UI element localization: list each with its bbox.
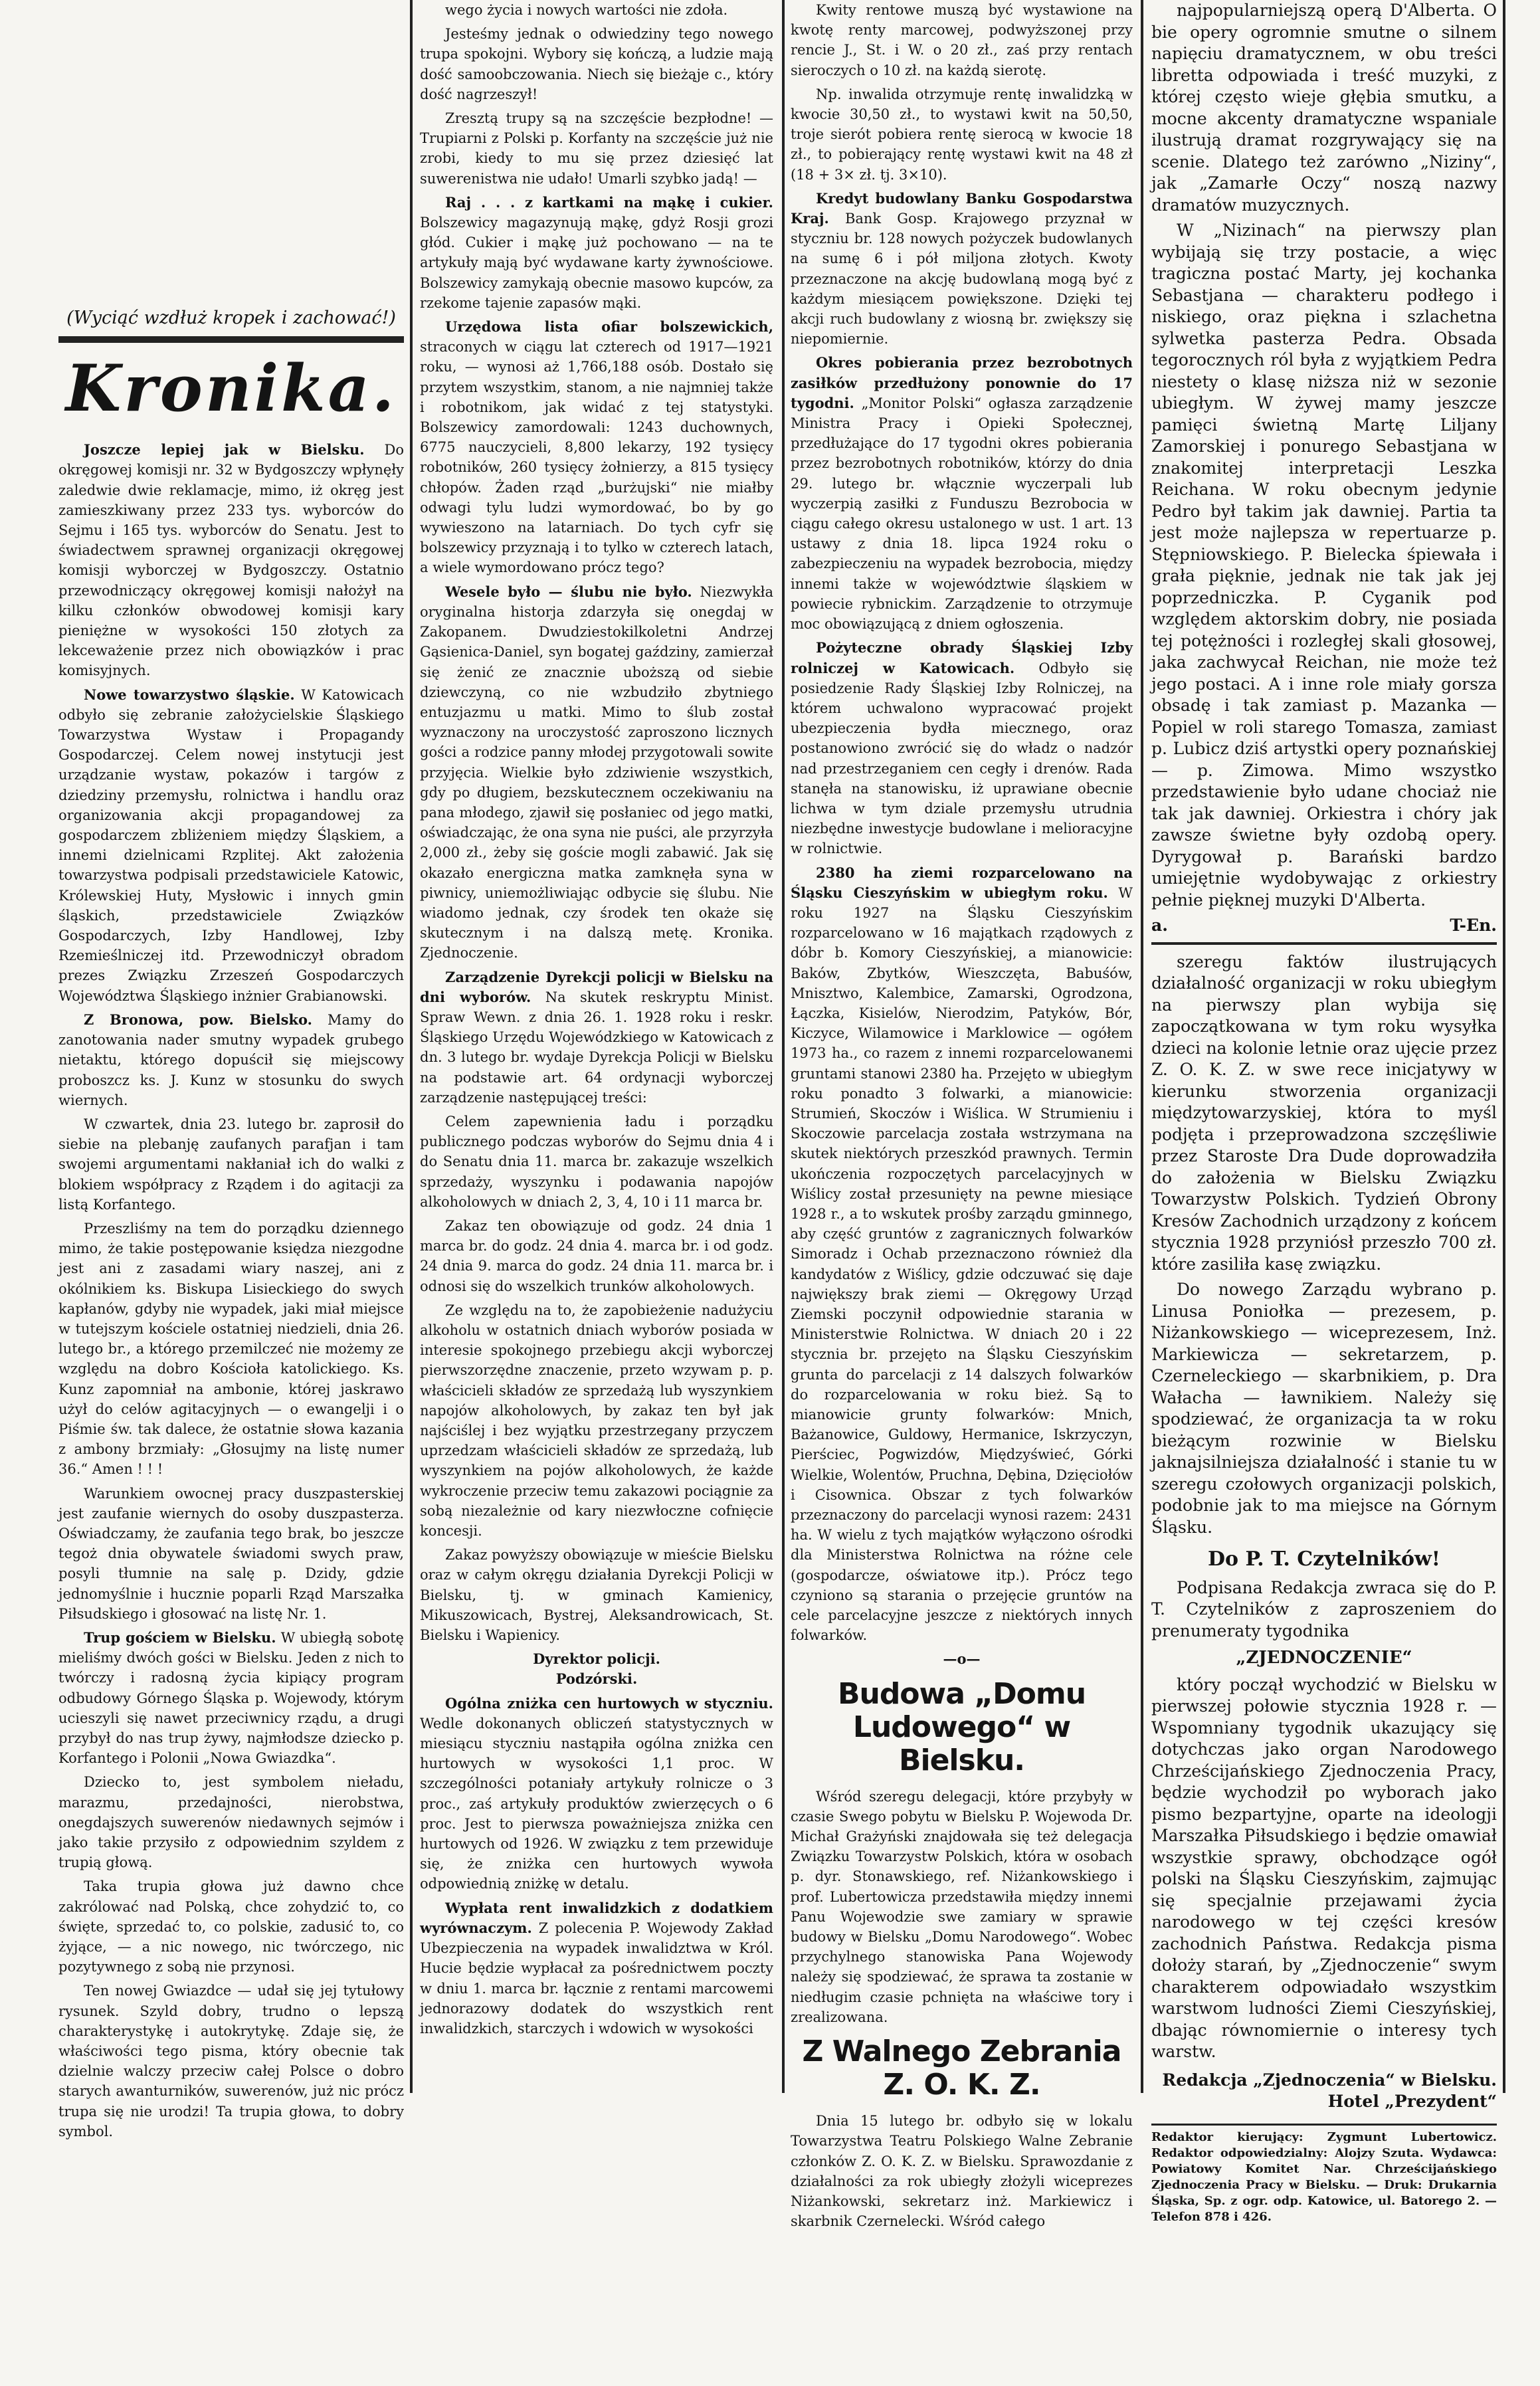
- article-text: W „Nizinach“ na pierwszy plan wybijają się trzy postacie, a więc tragiczna postać Marty, jej kochanka Sebastjana — charakteru podłego i niskiego, oraz piękna i szlachetna sylwetka pasterza Pedra. Obsada tegorocznych ról była z wyjątkiem Pedra niestety o klasę niższa niż w sezonie ubiegłym. W żywej mamy jeszcze pamięci świetną Martę Liljany Zamorskiej i ponurego Sebastjana w znakomitej interpretacji Leszka Reichana. W roku obecnym jedynie Pedro był takim jak dawniej. Partia ta jest może najlepsza w repertuarze p. Stępniowskiego. P. Bielecka śpiewała i grała pięknie, jednak nie tak jak jej poprzedniczka. P. Cyganik pod względem aktorskim dobry, nie posiada tej potężności i rozległej skali głosowej, jaka zachwycał Reichan, nie może też jego postaci. A i inne role miały gorsza obsadę i tak zamiast p. Mazanka — Popiel w roli starego Tomasza, zamiast p. Lubicz dziś artystki opery poznańskiej — p. Zimowa. Mimo wszystko przedstawienie było udane chociaż nie tak jak dawniej. Orkiestra i chóry jak zawsze świetne były ozdobą opery. Dyrygował p. Barański bardzo umiejętnie wydobywając z orkiestry pełnie pięknej muzyki D'Alberta.: [1151, 221, 1497, 910]
- column-rule: [1141, 0, 1143, 2093]
- article-paragraph: [58, 1219, 404, 1480]
- signature-text: T-En.: [1450, 916, 1497, 935]
- article-paragraph: [1151, 220, 1497, 911]
- article-paragraph: [791, 0, 1133, 80]
- article-text: Do okręgowej komisji nr. 32 w Bydgoszczy wpłynęły zaledwie dwie reklamacje, mimo, iż okręg jest zamieszkiwany przez 233 tys. wyborców do Sejmu i 165 tys. wyborców do Senatu. Jest to świadectwem sprawnej organizacji okręgowej komisji wyborczej w Bydgoszczy. Ostatnio przewodniczący okręgowej komisji nałożył na kilku członków obwodowej komisji kary pieniężne w wysokości 150 złotych za lekceważenie przez nich obowiązków i prac komisyjnych.: [58, 442, 404, 679]
- article-text: Odbyło się posiedzenie Rady Śląskiej Izby Rolniczej, na którem uchwalono wypracować projekt ubezpieczenia bydła miecznego, oraz postanowiono zwrócić się do władz o nadzór nad przestrzeganiem cen cegły i drenów. Rada stanęła na stanowisku, iż uprawiane obecnie lichwa w tym dziale przemysłu utrudnia niezbędne inwestycje budowlane i melioracyjne w rolnictwie.: [791, 660, 1133, 857]
- cut-instruction: (Wyciąć wzdłuż kropek i zachować!): [66, 308, 396, 328]
- newspaper-name: „ZJEDNOCZENIE“: [1236, 1648, 1412, 1668]
- article-signature: [1151, 915, 1497, 937]
- article-text: Mamy do zanotowania nader smutny wypadek grubego nietaktu, którego dopuścił się miejscowy proboszcz ks. J. Kunz w stosunku do swych wiernych.: [58, 1011, 404, 1108]
- article-lead: Zarządzenie Dyrekcji policji w Bielsku na dni wyborów.: [420, 968, 773, 1005]
- masthead-rule: [58, 336, 404, 343]
- article-text: W Katowicach odbyło się zebranie założycielskie Śląskiego Towarzystwa Wystaw i Propagandy Gospodarczej. Celem nowej instytucji jest urządzanie wystaw, pokazów i targów z dziedziny przemysłu, rolnictwa i handlu oraz organizowania akcji propagandowej za gospodarczem zbliżeniem między Śląskiem, a innemi dzielnicami Rzplitej. Akt założenia towarzystwa podpisali przedstawiciele Katowic, Królewskiej Huty, Mysłowic i innych gmin śląskich, przedstawiciele Związków Gospodarczych, Izby Handlowej, Izby Rzemieślniczej itd. Przewodniczył obradom prezes Związku Zrzeszeń Gospodarczych Województwa Śląskiego inżnier Grabianowski.: [58, 686, 404, 1004]
- article-text: W roku 1927 na Śląsku Cieszyńskim rozparcelowano w 16 majątkach rządowych z dóbr b. Komory Cieszyńskiej, a mianowicie: Baków, Zbytków, Wieszczęta, Babuśów, Mnisztwo, Kalembice, Zamarski, Ogrodzona, Łączka, Kisielów, Nierodzim, Patyków, Bór, Kiczyce, Wilamowice i Marklowice — ogółem 1973 ha., co razem z innemi rozparcelowanemi gruntami stanowi 2380 ha. Przejęto w ubiegłym roku ponadto 3 folwarki, a mianowicie: Strumień, Skoczów i Wiślica. W Strumieniu i Skoczowie parcelacja została wstrzymana na skutek niektórych przeszkód prawnych. Termin ukończenia rozpoczętych parcelacyjnych w Wiślicy został przesunięty na pewne miesiące 1928 r., a to wskutek prośby zarządu gminnego, aby część gruntów z zagranicznych folwarków Simoradz i Ochab przeznaczono również dla kandydatów z Wiślicy, gdzie odczuwać się daje największy brak ziemi — Okręgowy Urząd Ziemski poczynił odpowiednie starania w Ministerstwie Rolnictwa. W dniach 20 i 22 stycznia br. przejęto na Śląsku Cieszyńskim grunta do parcelacji z 14 dalszych folwarków do rozparcelowania w roku bież. Są to mianowicie grunty folwarków: Mnich, Bażanowice, Guldowy, Hermanice, Iskrzyczyn, Pierściec, Pogwizdów, Międzyświeć, Górki Wielkie, Wolentów, Pruchna, Dębina, Dzięciołów i Cisownica. Obszar z tych folwarków przeznaczony do parcelacji wynosi razem: 2431 ha. W wielu z tych majątków wyłączono ośrodki dla Ministerstwa Rolnictwa na różne cele (gospodarcze, oświatowe itp.). Prócz tego czyniono są starania o przejęcie gruntów na cele parcelacyjne jeszcze z niektórych innych folwarków.: [791, 884, 1133, 1644]
- article-paragraph: [1151, 0, 1497, 216]
- article-text: Zakaz ten obowiązuje od godz. 24 dnia 1 marca br. do godz. 24 dnia 4. marca br. i od godz. 24 dnia 9. marca do godz. 24 dnia 11. marca br. i odnosi się do wszelkich trunków alkoholowych.: [420, 1217, 773, 1294]
- section-title: Kronika.: [65, 351, 397, 427]
- article-paragraph: [420, 0, 773, 20]
- notice-heading: Do P. T. Czytelników!: [1208, 1547, 1440, 1571]
- column-body: [791, 0, 1133, 2231]
- imprint-footer: Redaktor kierujący: Zygmunt Lubertowicz. Redaktor odpowiedzialny: Alojzy Szuta. Wydawca: Powiatowy Komitet Nar. Chrześcijańskiego Zjednoczenia Pracy w Bielsku. — Druk: Drukarnia Śląska, Sp. z ogr. odp. Katowice, ul. Batorego 2. — Telefon 878 i 426.: [1151, 2124, 1497, 2225]
- article-paragraph: [420, 1216, 773, 1296]
- column-2: [420, 0, 773, 2083]
- article-text: Warunkiem owocnej pracy duszpasterskiej jest zaufanie wiernych do osoby duszpasterza. Oświadczamy, że zaufania tego brak, bo jeszcze tegoż dnia obywatele świadomi swych praw, posyli tłumnie na salę p. Dzidy, gdzie jednomyślnie i hucznie poparli Rząd Marszałka Piłsudskiego i głosować na listę Nr. 1.: [58, 1485, 404, 1622]
- article-paragraph: [420, 1545, 773, 1645]
- article-text: Wśród szeregu delegacji, które przybyły w czasie Swego pobytu w Bielsku P. Wojewoda Dr. Michał Grażyński znajdowała się też delegacja Związku Towarzystw Polskich, która w osobach p. dyr. Stonawskiego, ref. Niżankowskiego i prof. Lubertowicza przedstawiła między innemi Panu Wojewodzie swe zamiary w sprawie budowy w Bielsku „Domu Narodowego“. Wobec przychylnego stanowiska Pana Wojewody należy się spodziewać, że sprawa ta zostanie w niedługim czasie pchnięta na właściwe tory i zrealizowana.: [791, 1788, 1133, 2025]
- article-paragraph: [791, 84, 1133, 185]
- article-text: „Monitor Polski“ ogłasza zarządzenie Ministra Pracy i Opieki Społecznej, przedłużające do 17 tygodni okres pobierania przez bezrobotnych robotników, którzy do dnia 29. lutego br. włącznie wyczerpali lub wyczerpią zasiłki z Funduszu Bezrobocia w ciągu całego okresu ustalonego w ust. 1 art. 13 ustawy z dnia 18. lipca 1924 roku o zabezpieczeniu na wypadek bezrobocia, między innemi także w województwie śląskiem w powiecie rybnickim. Zarządzenie to otrzymuje moc obowiązującą z dniem ogłoszenia.: [791, 395, 1133, 633]
- article-lead: Trup gościem w Bielsku.: [84, 1629, 276, 1646]
- article-text: Do nowego Zarządu wybrano p. Linusa Poniołka — prezesem, p. Niżankowskiego — wiceprezesem, Inż. Markiewicza — sekretarzem, p. Czerneleckiego — skarbnikiem, p. Dra Wałacha — ławnikiem. Należy się spodziewać, że organizacja ta w roku bieżącym rozwinie w Bielsku jaknajsilniejsza działalność i stanie tu w szeregu czołowych organizacji polskich, podobnie jak to ma miejsce na Górnym Śląsku.: [1151, 1280, 1497, 1537]
- article-lead: Kredyt budowlany Banku Gospodarstwa Kraj.: [791, 189, 1133, 227]
- article-heading: Budowa „Domu Ludowego“ w Bielsku.: [837, 1676, 1086, 1777]
- official-signature: Dyrektor policji. Podzórski.: [533, 1650, 660, 1688]
- article-lead: Wesele było — ślubu nie było.: [445, 583, 692, 600]
- article-text: najpopularniejszą operą D'Alberta. O bie opery ogromnie smutne o silnem napięciu dramatycznem, w obu treści libretta odpowiada i treść muzyki, z której często wieje głębia smutku, a mocne akcenty dramatyczne wspaniale ilustrują dramat rozgrywający się na scenie. Dlatego też zarówno „Niziny“, jak „Zamarłe Oczy“ noszą nazwy dramatów muzycznych.: [1151, 1, 1497, 215]
- article-heading: Z Walnego Zebrania Z. O. K. Z.: [802, 2035, 1121, 2102]
- column-1: [58, 0, 404, 2386]
- column-body: [58, 440, 404, 2141]
- article-paragraph: [420, 967, 773, 1108]
- article-paragraph: [58, 1772, 404, 1872]
- article-paragraph: [58, 1484, 404, 1624]
- article-text: Jesteśmy jednak o odwiedziny tego nowego trupa spokojni. Wybory się kończą, a ludzie mają dość samoobczowania. Niech się bieżąje c., który dość nagrzeszył!: [420, 26, 773, 102]
- article-text: szeregu faktów ilustrujących działalność organizacji w roku ubiegłym na pierwszy plan wybija się zapoczątkowana w tym roku wysyłka dzieci na kolonie letnie oraz ujęcie przez Z. O. K. Z. w swe rece inicjatywy w kierunku stworzenia organizacji międzytowarzyskiej, która to myśl podjęta i przeprowadzona szczęśliwie przez Staroste Dra Dude doprowadziła do założenia w Bielsku Związku Towarzystw Polskich. Tydzień Obrony Kresów Zachodnich urządzony z końcem stycznia 1928 przyniósł przeszło 700 zł. które zasiliła kasę związku.: [1151, 951, 1497, 1274]
- article-text: Celem zapewnienia ładu i porządku publicznego podczas wyborów do Sejmu dnia 4 i do Senatu dnia 11. marca br. zakazuje wszelkich sprzedaży, wyszynku i podawania napojów alkoholowych w dniach 2, 3, 4, 10 i 11 marca br.: [420, 1113, 773, 1210]
- column-rule: [782, 0, 785, 2093]
- article-paragraph: [420, 1694, 773, 1894]
- subscription-notice: [1151, 1549, 1497, 2113]
- signature-text: a.: [1151, 916, 1168, 935]
- article-text: Ze względu na to, że zapobieżenie nadużyciu alkoholu w ostatnich dniach wyborów posiada w interesie spokojnego przebiegu akcji wyborczej pierwszorzędne znaczenie, przeto wzywam p. p. właścicieli składów ze sprzedażą lub wyszynkiem napojów alkoholowych, by zakaz ten był jak najściślej i bez wyjątku przestrzegany przyczem uprzedzam właścicieli składów ze sprzedażą, lub wyszynkiem na pojów alkoholowych, że każde wykroczenie przeciw temu zakazowi pociągnie za sobą niezależnie od kary niezwłoczne cofnięcie koncesji.: [420, 1302, 773, 1540]
- article-text: Np. inwalida otrzymuje rentę inwalidzką w kwocie 30,50 zł., to wystawi kwit na 50,50, troje sierót pobiera rentę sierocą w kwocie 18 zł., to pobierający rentę wystawi kwit na 48 zł (18 + 3× zł. tj. 3×10).: [791, 86, 1133, 183]
- article-paragraph: [58, 1628, 404, 1768]
- article-text: Na skutek reskryptu Minist. Spraw Wewn. z dnia 26. 1. 1928 roku i reskr. Śląskiego Urzędu Wojewódzkiego w Katowicach z dn. 3 lutego br. wydaje Dyrekcja Policji w Bielsku na podstawie art. 64 ordynacji wyborczej zarządzenie następującej treści:: [420, 989, 774, 1106]
- article-text: W czwartek, dnia 23. lutego br. zaprosił do siebie na plebanję zaufanych parafjan i tam swojemi argumentami nakłaniał ich do walki z blokiem współpracy z Rządem i do agitacji za listą Korfantego.: [58, 1116, 404, 1213]
- article-paragraph: [791, 863, 1133, 1646]
- article-text: straconych w ciągu lat czterech od 1917—1921 roku, — wynosi aż 1,766,188 osób. Dostało się przytem wszystkim, stanom, a nie najmniej także i robotnikom, jak widać z tej statystyki. Bolszewicy zamordowali: 1243 duchownych, 6775 nauczycieli, 8,800 lekarzy, 192 tysięcy robotników, 260 tysięcy żołnierzy, a 815 tysięcy chłopów. Żaden rząd „burżujski“ nie miałby odwagi tylu ludzi wymordować, bo by go wywieszono na latarniach. Do tych cyfr się bolszewicy przyznają i to tylko w czterech latach, a wiele wymordowano prócz tego?: [420, 339, 773, 576]
- article-paragraph: [791, 353, 1133, 634]
- article-paragraph: [58, 440, 404, 680]
- article-text: Taka trupia głowa już dawno chce zakrólować nad Polską, chce zohydzić to, co święte, sprzedać to, co polskie, zadusić to, co żyjące, — a nic nowego, nic twórczego, nic pozytywnego z sobą nie przynosi.: [58, 1878, 404, 1975]
- article-paragraph: [58, 1981, 404, 2141]
- article-lead: Z Bronowa, pow. Bielsko.: [84, 1011, 312, 1028]
- article-paragraph: [58, 1114, 404, 1215]
- article-paragraph: [420, 1300, 773, 1541]
- article-text: Bank Gosp. Krajowego przyznał w styczniu br. 128 nowych pożyczek budowlanych na sumę 6 i pół miljona złotych. Kwoty przeznaczone na akcję budowlaną mogą być z każdym miesiącem powiększone. Dzięki tej akcji ruch budowlany z wiosną br. zwiększy się niepomiernie.: [791, 211, 1133, 348]
- article-paragraph: [791, 2111, 1133, 2231]
- article-lead: Joszcze lepiej jak w Bielsku.: [84, 441, 365, 458]
- article-rule: [1151, 942, 1497, 945]
- article-text: Zresztą trupy są na szczęście bezpłodne! — Trupiarni z Polski p. Korfanty na szczęście już nie zrobi, kiedy to mu się przez dziesięć lat suwerenistwa nie udało! Umarli szybko jadą! —: [420, 110, 773, 187]
- column-body: [420, 0, 773, 2038]
- notice-text: który począł wychodzić w Bielsku w pierwszej połowie stycznia 1928 r. — Wspomniany tygodnik ukazujący się dotychczas jako organ Narodowego Chrześcijańskiego Zjednoczenia Pracy, będzie wychodził po wyborach jako pismo bezpartyjne, oparte na ideologji Marszałka Piłsudskiego i będzie omawiał wszystkie sprawy, obchodzące ogół polski na Śląsku Cieszyńskim, zajmując się specjalnie przejawami życia narodowego w tej części kresów zachodnich Państwa. Redakcja pisma dołoży starań, by „Zjednoczenie“ swym charakterem odpowiadało wszystkim warstwom ludności Ziemi Cieszyńskiej, dbając równomiernie o interesy tych warstw.: [1151, 1674, 1497, 2061]
- article-paragraph: [1151, 1279, 1497, 1538]
- article-lead: Urzędowa lista ofiar bolszewickich,: [445, 318, 773, 336]
- article-paragraph: [420, 1898, 773, 2038]
- article-paragraph: [420, 317, 773, 578]
- article-text: W ubiegłą sobotę mieliśmy dwóch gości w Bielsku. Jeden z nich to twórczy i radosną życia kipiący program odbudowy Górnego Śląska p. Wojewody, którym ucieszyli się nawet przeciwnicy rządu, a drugi przybył do nas trup żywy, najmłodsze dziecko p. Korfantego i Polonii „Nowa Gwiazdka“.: [58, 1629, 404, 1767]
- article-text: Dziecko to, jest symbolem nieładu, marazmu, przedajności, nierobstwa, onegdajszych suwerenów niedawnych sejmów i jako takie przysiło z odpowiednim szyldem z trupią głową.: [58, 1774, 404, 1871]
- article-text: Przeszliśmy na tem do porządku dziennego mimo, że takie postępowanie księdza niezgodne jest ani z zasadami wiary naszej, ani z okólnikiem ks. Biskupa Lisieckiego do swych kapłanów, gdyby nie wypadek, jaki miał miejsce w tutejszym kościele ostatniej niedzieli, dnia 26. lutego br., a którego przemilczeć nie możemy ze względu na dobro Kościoła katolickiego. Ks. Kunz zapomniał na ambonie, której jaskrawo użył do celów agitacyjnych — o ewangelji i o Piśmie św. tak dalece, że ostatnie słowa kazania z ambony brzmiały: „Głosujmy na listę numer 36.“ Amen ! ! !: [58, 1220, 404, 1478]
- article-paragraph: [420, 24, 773, 104]
- article-lead: Ogólna zniżka cen hurtowych w styczniu.: [445, 1694, 773, 1712]
- column-rule: [410, 0, 413, 2093]
- article-lead: Nowe towarzystwo śląskie.: [84, 686, 295, 703]
- article-paragraph: [58, 1010, 404, 1110]
- article-paragraph: [791, 189, 1133, 349]
- article-lead: Wypłata rent inwalidzkich z dodatkiem wyrównaczym.: [420, 1899, 773, 1936]
- article-text: Zakaz powyższy obowiązuje w mieście Bielsku oraz w całym okręgu działania Dyrekcji Policji w Bielsku, tj. w gminach Kamienicy, Mikuszowicach, Bystrej, Aleksandrowicach, St. Bielsku i Wapienicy.: [420, 1547, 773, 1644]
- article-paragraph: [420, 582, 773, 963]
- article-text: Dnia 15 lutego br. odbyło się w lokalu Towarzystwa Teatru Polskiego Walne Zebranie członków Z. O. K. Z. w Bielsku. Sprawozdanie z działalności za rok ubiegły złożyli wiceprezes Niżankowski, sekretarz inż. Markiewicz i skarbnik Czernelecki. Wśród całego: [791, 2113, 1133, 2230]
- article-lead: Pożyteczne obrady Śląskiej Izby rolniczej w Katowicach.: [791, 639, 1133, 676]
- notice-text: Podpisana Redakcja zwraca się do P. T. Czytelników z zaproszeniem do prenumeraty tygodnika: [1151, 1577, 1497, 1640]
- article-paragraph: [791, 638, 1133, 858]
- article-paragraph: [420, 1112, 773, 1212]
- article-text: Wedle dokonanych obliczeń statystycznych w miesiącu styczniu nastąpiła ogólna zniżka cen hurtowych w wysokości 1,1 proc. W szczególności potaniały artykuły rolnicze o 3 proc., zaś artykuły produktów zwierzęcych o 6 proc. Jest to pierwsza poważniejsza zniżka cen hurtowych od 1926. W związku z tem przewiduje się, że zniżka cen hurtowych wywoła odpowiednią zniżkę w detalu.: [420, 1715, 773, 1892]
- article-paragraph: [58, 1876, 404, 1977]
- article-text: Z polecenia P. Wojewody Zakład Ubezpieczenia na wypadek inwalidztwa w Król. Hucie będzie wypłacał za pośrednictwem poczty w dniu 1. marca br. łącznie z rentami marcowemi jednorazowy dodatek do wszystkich rent inwalidzkich, starczych i wdowich w wysokości: [420, 1920, 773, 2037]
- article-text: Bolszewicy magazynują mąkę, gdyż Rosji grozi głód. Cukier i mąkę już pochowano — na te artykuły mają być wydawane karty żywnościowe. Bolszewicy zamykają obecnie masowo kupców, za rzekome tajenie zapasów mąki.: [420, 215, 773, 311]
- article-text: Kwity rentowe muszą być wystawione na kwotę renty marcowej, podwyższonej przy rencie J., St. i W. o 20 zł., zaś przy rentach sieroczych o 10 zł. na każdą sierotę.: [791, 2, 1133, 78]
- notice-signature: Redakcja „Zjednoczenia“ w Bielsku. Hotel „Prezydent“: [1162, 2070, 1497, 2111]
- column-4: [1151, 0, 1497, 2224]
- article-text: Ten nowej Gwiazdce — udał się jej tytułowy rysunek. Szyld dobry, trudno o lepszą charakterystykę i autokrytykę. Zdaje się, że właściwości tego pisma, który obecnie tak dzielnie walczy przeciw całej Polsce o dobro starych awanturników, suwerenów, już nic prócz trupa się nie urodzi! Ta trupia głowa, to dobry symbol.: [58, 1983, 404, 2139]
- column-body: [1151, 0, 1497, 1538]
- article-paragraph: [791, 1787, 1133, 2027]
- article-text: wego życia i nowych wartości nie zdoła.: [445, 2, 728, 18]
- column-rule: [1503, 0, 1505, 2093]
- article-paragraph: [1151, 951, 1497, 1276]
- article-paragraph: [58, 685, 404, 1006]
- article-lead: Raj . . . z kartkami na mąkę i cukier.: [445, 193, 773, 211]
- article-paragraph: [420, 108, 773, 189]
- article-paragraph: [420, 193, 773, 313]
- article-lead: 2380 ha ziemi rozparcelowano na Śląsku Cieszyńskim w ubiegłym roku.: [791, 864, 1133, 901]
- column-3: [791, 0, 1133, 2230]
- article-text: Niezwykła oryginalna historja zdarzyła się onegdaj w Zakopanem. Dwudziestokilkoletni Andrzej Gąsienica-Daniel, syn bogatej gaździny, zamierzał się żenić ze znacznie uboższą od siebie dziewczyną, co nie wzbudziło zbytniego entuzjazmu u matki. Mimo to ślub został wyznaczony na uroczystość zaproszono licznych gości a rodzice panny młodej przygotowali sowite przyjęcia. Wielkie było zdziwienie wszystkich, gdy po długiem, bezskutecznem oczekiwaniu na pana młodego, zjawił się posłaniec od jego matki, oświadczając, że ona syna nie puści, ale przyrzyła 2,000 zł., żeby się goście mogli zabawić. Jak się okazało energiczna matka zamknęła syna w piwnicy, uniemożliwiając odbycie się ślubu. Nie wiadomo jednak, czy środek ten okaże się skutecznym i na dalszą metę. Kronika. Zjednoczenie.: [420, 583, 773, 961]
- article-lead: Okres pobierania przez bezrobotnych zasiłków przedłużony ponownie do 17 tygodni.: [791, 354, 1133, 411]
- separator: —o—: [943, 1650, 981, 1668]
